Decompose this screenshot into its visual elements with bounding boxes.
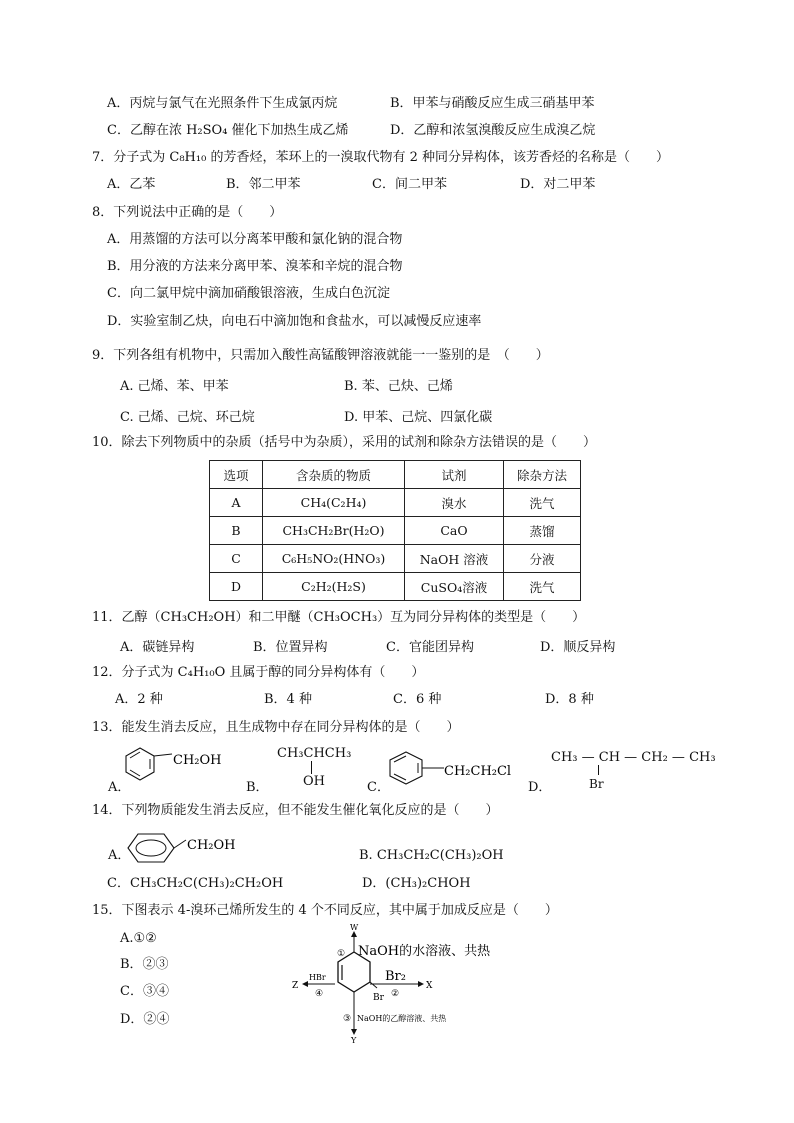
q9-option-a: A. 己烯、苯、甲苯 — [120, 379, 229, 394]
q14-option-c: C．CH₃CH₂C(CH₃)₂CH₂OH — [107, 876, 284, 891]
q7-stem: 7．分子式为 C₈H₁₀ 的芳香烃，苯环上的一溴取代物有 2 种同分异构体，该芳香烃的名称是（ ） — [92, 150, 669, 165]
q6-option-d: D．乙醇和浓氢溴酸反应生成溴乙烷 — [390, 123, 596, 138]
table-header-row — [210, 461, 581, 489]
q11-option-c: C．官能团异构 — [386, 640, 474, 655]
q14-a-substituent: CH₂OH — [187, 838, 236, 853]
q9-stem: 9．下列各组有机物中，只需加入酸性高锰酸钾溶液就能一一鉴别的是 （ ） — [92, 348, 549, 363]
q11-option-d: D．顺反异构 — [540, 640, 616, 655]
q12-option-a: A．2 种 — [115, 692, 163, 707]
q15-y-label: Y — [351, 1036, 357, 1044]
q15-r2-condition: Br₂ — [385, 969, 406, 984]
q14-option-d: D．(CH₃)₂CHOH — [362, 876, 471, 891]
table-cell: CH₄(C₂H₄) — [263, 489, 405, 517]
q15-r4-num: ④ — [315, 989, 324, 999]
q13-b-bond — [311, 761, 312, 774]
q6-option-b: B．甲苯与硝酸反应生成三硝基甲苯 — [390, 96, 595, 111]
table-cell: B — [210, 517, 263, 545]
q9-option-c: C. 己烯、己烷、环己烷 — [120, 410, 255, 425]
table-cell: CuSO₄溶液 — [405, 573, 504, 601]
q6-option-a: A．丙烷与氯气在光照条件下生成氯丙烷 — [107, 96, 338, 111]
q13-a-substituent: CH₂OH — [173, 753, 222, 768]
table-cell: NaOH 溶液 — [405, 545, 504, 573]
table-row — [210, 489, 581, 517]
q6-option-c: C．乙醇在浓 H₂SO₄ 催化下加热生成乙烯 — [107, 123, 349, 138]
q13-d-bottom: Br — [589, 777, 604, 791]
q11-option-b: B．位置异构 — [253, 640, 328, 655]
q8-option-a: A．用蒸馏的方法可以分离苯甲酸和氯化钠的混合物 — [107, 232, 403, 247]
q14-a-benzyl-alcohol — [120, 830, 240, 866]
table-cell: C₆H₅NO₂(HNO₃) — [263, 545, 405, 573]
table-cell: 溴水 — [405, 489, 504, 517]
q10-stem: 10．除去下列物质中的杂质（括号中为杂质），采用的试剂和除杂方法错误的是（ ） — [92, 435, 597, 450]
q8-stem: 8．下列说法中正确的是（ ） — [92, 205, 283, 220]
q13-option-d-label: D． — [528, 780, 552, 795]
q13-b-top: CH₃CHCH₃ — [277, 746, 352, 761]
table-cell: A — [210, 489, 263, 517]
table-cell: 洗气 — [504, 489, 581, 517]
table-row — [210, 545, 581, 573]
q8-option-c: C．向二氯甲烷中滴加硝酸银溶液，生成白色沉淀 — [107, 286, 390, 301]
q7-option-a: A．乙苯 — [107, 177, 156, 192]
q15-z-label: Z — [292, 981, 299, 991]
q13-option-a-label: A． — [108, 780, 131, 795]
table-header-cell: 试剂 — [405, 461, 504, 489]
table-cell: C₂H₂(H₂S) — [263, 573, 405, 601]
table-cell: CaO — [405, 517, 504, 545]
q15-option-a: A.①② — [120, 931, 157, 946]
q15-r3-condition: NaOH的乙醇溶液、共热 — [357, 1014, 447, 1023]
q9-option-b: B. 苯、己炔、己烯 — [344, 379, 453, 394]
q15-r4-condition: HBr — [309, 973, 326, 982]
q15-r1-num: ① — [337, 949, 346, 959]
table-cell: 蒸馏 — [504, 517, 581, 545]
table-cell: C — [210, 545, 263, 573]
q15-reaction-diagram — [285, 922, 515, 1044]
q15-option-c: C．③④ — [120, 984, 169, 999]
table-cell: 洗气 — [504, 573, 581, 601]
q15-w-label: W — [350, 923, 359, 932]
q12-stem: 12．分子式为 C₄H₁₀O 且属于醇的同分异构体有（ ） — [92, 665, 425, 680]
table-header-cell: 除杂方法 — [504, 461, 581, 489]
table-cell: CH₃CH₂Br(H₂O) — [263, 517, 405, 545]
q15-option-d: D．②④ — [120, 1012, 170, 1027]
q15-x-label: X — [426, 981, 433, 991]
q12-option-c: C．6 种 — [393, 692, 442, 707]
q13-c-substituent: CH₂CH₂Cl — [444, 764, 512, 779]
q13-d-top: CH₃ — CH — CH₂ — CH₃ — [551, 750, 716, 765]
q13-a-benzyl-alcohol — [120, 744, 230, 784]
table-row — [210, 573, 581, 601]
q11-option-a: A．碳链异构 — [120, 640, 195, 655]
q11-stem: 11．乙醇（CH₃CH₂OH）和二甲醚（CH₃OCH₃）互为同分异构体的类型是（ ） — [92, 610, 586, 625]
table-header-cell: 含杂质的物质 — [263, 461, 405, 489]
q14-stem: 14．下列物质能发生消去反应，但不能发生催化氧化反应的是（ ） — [92, 803, 499, 818]
q8-option-b: B．用分液的方法来分离甲苯、溴苯和辛烷的混合物 — [107, 259, 403, 274]
table-cell: D — [210, 573, 263, 601]
q8-option-d: D．实验室制乙炔，向电石中滴加饱和食盐水，可以减慢反应速率 — [107, 314, 482, 329]
q15-r1-condition: NaOH的水溶液、共热 — [358, 944, 491, 959]
q7-option-b: B．邻二甲苯 — [226, 177, 301, 192]
q12-option-b: B．4 种 — [264, 692, 312, 707]
q14-option-b: B. CH₃CH₂C(CH₃)₂OH — [359, 848, 504, 863]
q15-br-label: Br — [373, 993, 384, 1003]
q9-option-d: D. 甲苯、己烷、四氯化碳 — [344, 410, 493, 425]
q13-b-bottom: OH — [303, 774, 325, 789]
q13-option-c-label: C． — [367, 780, 390, 795]
q15-r3-num: ③ — [343, 1014, 352, 1024]
q14-option-a-label: A． — [108, 848, 131, 863]
q13-d-bond — [598, 765, 599, 775]
q15-stem: 15．下图表示 4-溴环己烯所发生的 4 个不同反应，其中属于加成反应是（ ） — [92, 903, 558, 918]
table-cell: 分液 — [504, 545, 581, 573]
q12-option-d: D．8 种 — [545, 692, 594, 707]
q10-table — [209, 460, 581, 601]
table-row — [210, 517, 581, 545]
q7-option-c: C．间二甲苯 — [372, 177, 447, 192]
q7-option-d: D．对二甲苯 — [520, 177, 596, 192]
q13-c-chloroethylbenzene — [386, 748, 526, 788]
q13-option-b-label: B． — [246, 780, 269, 795]
q15-option-b: B．②③ — [120, 957, 169, 972]
q13-stem: 13．能发生消去反应，且生成物中存在同分异构体的是（ ） — [92, 720, 460, 735]
table-header-cell: 选项 — [210, 461, 263, 489]
q15-r2-num: ② — [391, 989, 400, 999]
